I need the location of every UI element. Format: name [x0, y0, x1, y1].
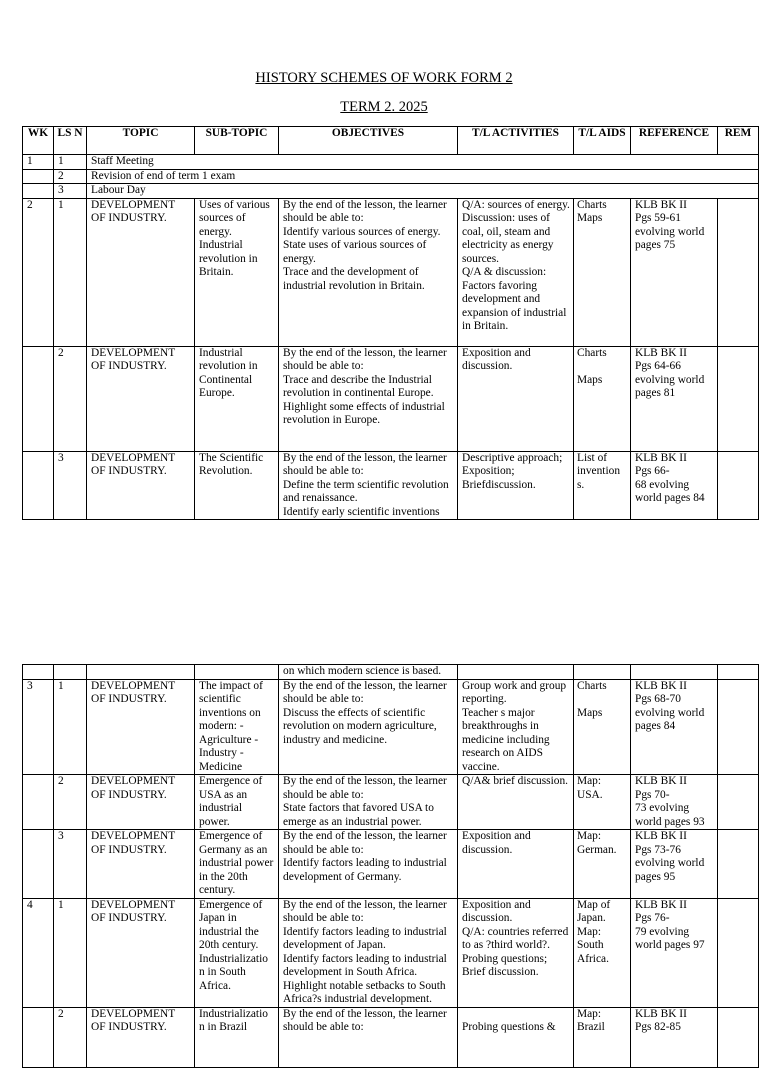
reference-cell-line: 73 evolving — [635, 802, 690, 814]
aids-cell-line: Charts — [577, 679, 607, 692]
table-row — [23, 775, 759, 830]
col-header-rem: REM — [718, 127, 759, 155]
activities-cell-line: Briefdiscussion. — [462, 478, 536, 491]
table-row — [23, 451, 759, 520]
subtopic-cell-line: The Scientific Revolution. — [199, 451, 264, 477]
activities-cell-line: Exposition and discussion. — [462, 898, 531, 924]
table-row — [23, 184, 759, 199]
lesson-cell: 3 — [54, 184, 87, 199]
reference-cell-line: Pgs 68-70 — [635, 693, 681, 705]
lesson-cell: 1 — [54, 679, 87, 775]
activities-cell-line: Brief discussion. — [462, 966, 539, 978]
activities-cell-line: Probing questions & — [462, 1021, 556, 1033]
remarks-cell — [718, 830, 759, 899]
remarks-cell — [718, 451, 759, 520]
empty-cell — [23, 665, 54, 680]
week-cell — [23, 830, 54, 899]
lesson-cell: 3 — [54, 830, 87, 899]
activities-cell-line: Q/A & discussion: Factors favoring development and expansion of industrial in Britain. — [462, 266, 567, 332]
reference-cell-line: pages 81 — [635, 387, 676, 399]
topic-cell-line: OF INDUSTRY. — [91, 1021, 167, 1033]
topic-cell-line: DEVELOPMENT — [91, 679, 176, 692]
reference-cell-line: pages 95 — [635, 870, 676, 883]
topic-cell-line: DEVELOPMENT — [91, 1007, 176, 1020]
event-cell: Revision of end of term 1 exam — [87, 169, 759, 184]
table-row — [23, 679, 759, 775]
header-row — [23, 127, 759, 155]
lesson-cell: 1 — [54, 155, 87, 170]
col-header-activities: T/L ACTIVITIES — [458, 127, 574, 155]
table-row — [23, 898, 759, 1007]
subtopic-cell-line: Industrializatio n in Brazil — [199, 1007, 268, 1033]
objectives-cell-line: Trace and describe the Industrial revolution in continental Europe. — [283, 373, 434, 399]
activities-cell-line: Exposition and discussion. — [462, 830, 531, 856]
reference-cell — [631, 679, 718, 775]
subtopic-cell-line: Agriculture - — [199, 733, 259, 746]
objectives-cell-line: Trace and the development of industrial revolution in Britain. — [283, 266, 425, 292]
topic-cell-line: DEVELOPMENT — [91, 451, 176, 464]
aids-cell-line: Brazil — [577, 1021, 605, 1033]
objectives-cell — [279, 775, 458, 830]
objectives-cell-line: By the end of the lesson, the learner should be able to: — [283, 679, 447, 705]
subtopic-cell — [195, 451, 279, 520]
topic-cell — [87, 451, 195, 520]
activities-cell-line — [462, 1008, 570, 1022]
activities-cell — [458, 451, 574, 520]
week-cell: 2 — [23, 198, 54, 346]
reference-cell-line: KLB BK II — [635, 830, 687, 842]
subtopic-cell-line: Emergence of Japan in industrial the 20th century. — [199, 898, 263, 951]
activities-cell — [458, 1007, 574, 1067]
aids-cell-line: Map: South Africa. — [577, 925, 609, 965]
col-header-aids: T/L AIDS — [574, 127, 631, 155]
reference-cell-line: KLB BK II — [635, 679, 687, 692]
topic-cell — [87, 198, 195, 346]
reference-cell-line: pages 75 — [635, 239, 676, 251]
reference-cell-line: Pgs 70- — [635, 788, 670, 801]
aids-cell — [574, 198, 631, 346]
aids-cell-line: Map: — [577, 775, 602, 787]
aids-cell-line: German. — [577, 843, 617, 856]
empty-cell — [195, 665, 279, 680]
subtopic-cell — [195, 775, 279, 830]
reference-cell — [631, 346, 718, 451]
table-row — [23, 1007, 759, 1067]
topic-cell — [87, 775, 195, 830]
aids-cell-line: Charts — [577, 198, 607, 211]
aids-cell-line: Map of Japan. — [577, 898, 611, 924]
objectives-cell-line: Highlight some effects of industrial revolution in Europe. — [283, 400, 445, 426]
subtopic-cell — [195, 898, 279, 1007]
event-cell: Labour Day — [87, 184, 759, 199]
subtopic-cell — [195, 346, 279, 451]
topic-cell-line: OF INDUSTRY. — [91, 788, 167, 801]
topic-cell-line: OF INDUSTRY. — [91, 912, 167, 924]
objectives-cell-line: Identify various sources of energy. — [283, 225, 441, 238]
activities-cell — [458, 198, 574, 346]
activities-cell — [458, 679, 574, 775]
lesson-cell: 2 — [54, 775, 87, 830]
col-header-reference: REFERENCE — [631, 127, 718, 155]
subtopic-cell-line: Medicine — [199, 760, 243, 773]
topic-cell-line: OF INDUSTRY. — [91, 212, 167, 224]
objectives-cell-line: State factors that favored USA to emerge as an industrial power. — [283, 802, 434, 828]
topic-cell-line: OF INDUSTRY. — [91, 360, 167, 372]
topic-cell-line: DEVELOPMENT — [91, 898, 176, 911]
week-cell: 4 — [23, 898, 54, 1007]
aids-cell-line: Maps — [577, 212, 603, 224]
objectives-cell-line: By the end of the lesson, the learner should be able to: — [283, 198, 447, 224]
aids-cell-line: Map: — [577, 1007, 602, 1020]
objectives-cell-line: Identify early scientific inventions — [283, 505, 440, 518]
activities-cell — [458, 775, 574, 830]
topic-cell — [87, 679, 195, 775]
objectives-cell-line: By the end of the lesson, the learner should be able to: — [283, 898, 447, 924]
activities-cell-line: Q/A: countries referred to as ?third world?. — [462, 925, 569, 951]
activities-cell-line: Probing questions; — [462, 952, 548, 965]
col-header-objectives: OBJECTIVES — [279, 127, 458, 155]
objectives-cell — [279, 830, 458, 899]
activities-cell-line: Q/A& brief discussion. — [462, 775, 568, 787]
col-header-wk: WK — [23, 127, 54, 155]
reference-cell-line: Pgs 66- — [635, 465, 670, 477]
topic-cell — [87, 898, 195, 1007]
reference-cell-line: Pgs 73-76 — [635, 843, 681, 856]
reference-cell-line: evolving world — [635, 225, 705, 238]
aids-cell — [574, 346, 631, 451]
reference-cell-line: world pages 93 — [635, 815, 705, 828]
objectives-cell-line: By the end of the lesson, the learner should be able to: — [283, 775, 447, 801]
objectives-cell-line: Highlight notable setbacks to South Africa?s industrial development. — [283, 979, 446, 1005]
event-cell: Staff Meeting — [87, 155, 759, 170]
aids-cell-line: Maps — [577, 373, 603, 386]
subtopic-cell-line: Industrial revolution in Continental Europe. — [199, 346, 258, 399]
empty-cell — [87, 665, 195, 680]
lesson-cell: 2 — [54, 346, 87, 451]
reference-cell-line: KLB BK II — [635, 451, 687, 464]
objectives-cell-line: Discuss the effects of scientific revolution on modern agriculture, industry and medicine. — [283, 706, 437, 746]
remarks-cell — [718, 679, 759, 775]
objectives-cell-line: Identify factors leading to industrial development in South Africa. — [283, 952, 447, 978]
subtopic-cell-line: Industrializatio n in South Africa. — [199, 952, 268, 992]
reference-cell-line: KLB BK II — [635, 775, 687, 787]
activities-cell — [458, 346, 574, 451]
scheme-table-page-2 — [22, 664, 759, 1068]
subtopic-cell-line: Industry - — [199, 747, 244, 759]
aids-cell — [574, 679, 631, 775]
aids-cell — [574, 898, 631, 1007]
col-header-lsn: LS N — [54, 127, 87, 155]
objectives-cell-line: Define the term scientific revolution and renaissance. — [283, 478, 449, 504]
aids-cell-line: Map: — [577, 830, 602, 842]
table-row — [23, 346, 759, 451]
table-row — [23, 169, 759, 184]
continuation-row — [23, 665, 759, 680]
objectives-cell — [279, 198, 458, 346]
activities-cell-line: Discussion: uses of coal, oil, steam and electricity as energy sources. — [462, 212, 554, 265]
remarks-cell — [718, 898, 759, 1007]
activities-cell-line: Teacher s major breakthroughs in medicine including research on AIDS vaccine. — [462, 706, 550, 773]
subtopic-cell-line: Emergence of Germany as an industrial power in the 20th century. — [199, 830, 274, 896]
aids-cell — [574, 830, 631, 899]
objectives-cell-line: State uses of various sources of energy. — [283, 239, 427, 265]
reference-cell-line: 79 evolving — [635, 925, 690, 938]
topic-cell-line: DEVELOPMENT — [91, 198, 176, 211]
empty-cell — [631, 665, 718, 680]
reference-cell-line: Pgs 59-61 — [635, 212, 681, 224]
subtopic-cell-line: Uses of various sources of energy. — [199, 198, 270, 238]
topic-cell — [87, 346, 195, 451]
aids-cell-line: Maps — [577, 706, 603, 719]
reference-cell-line: KLB BK II — [635, 198, 687, 211]
col-header-topic: TOPIC — [87, 127, 195, 155]
subtopic-cell — [195, 1007, 279, 1067]
remarks-cell — [718, 1007, 759, 1067]
aids-cell — [574, 775, 631, 830]
topic-cell-line: DEVELOPMENT — [91, 830, 176, 842]
reference-cell-line: evolving world — [635, 373, 705, 386]
document-title: HISTORY SCHEMES OF WORK FORM 2 — [255, 70, 513, 86]
objectives-cell — [279, 898, 458, 1007]
activities-cell — [458, 830, 574, 899]
remarks-cell — [718, 775, 759, 830]
objectives-cell — [279, 451, 458, 520]
activities-cell-line: Descriptive approach; — [462, 451, 563, 464]
aids-cell-line: Charts — [577, 346, 607, 359]
topic-cell — [87, 830, 195, 899]
reference-cell — [631, 775, 718, 830]
table-row — [23, 155, 759, 170]
week-cell — [23, 451, 54, 520]
reference-cell-line: pages 84 — [635, 720, 676, 732]
objectives-cell-line: By the end of the lesson, the learner should be able to: — [283, 1007, 447, 1033]
aids-cell-line: List of invention s. — [577, 451, 621, 491]
week-cell — [23, 775, 54, 830]
objectives-cell — [279, 346, 458, 451]
objectives-cell-line: Identify factors leading to industrial development of Japan. — [283, 925, 447, 951]
reference-cell-line: evolving world — [635, 706, 705, 719]
topic-cell-line: OF INDUSTRY. — [91, 843, 167, 856]
objectives-cell — [279, 679, 458, 775]
scheme-table-page-1 — [22, 126, 759, 520]
topic-cell-line: DEVELOPMENT — [91, 775, 176, 787]
remarks-cell — [718, 346, 759, 451]
activities-cell-line: Q/A: sources of energy. — [462, 198, 570, 211]
objectives-cell-line: By the end of the lesson, the learner should be able to: — [283, 451, 447, 477]
week-cell: 1 — [23, 155, 54, 170]
remarks-cell — [718, 198, 759, 346]
subtopic-cell — [195, 830, 279, 899]
table-row — [23, 830, 759, 899]
reference-cell-line: world pages 84 — [635, 492, 705, 504]
aids-cell-line: USA. — [577, 788, 603, 801]
week-cell — [23, 346, 54, 451]
lesson-cell: 3 — [54, 451, 87, 520]
empty-cell — [458, 665, 574, 680]
reference-cell-line: KLB BK II — [635, 1007, 687, 1020]
reference-cell-line: 68 evolving — [635, 478, 690, 491]
week-cell — [23, 184, 54, 199]
objectives-cell: on which modern science is based. — [279, 665, 458, 680]
topic-cell-line: DEVELOPMENT — [91, 346, 176, 359]
lesson-cell: 2 — [54, 169, 87, 184]
reference-cell — [631, 898, 718, 1007]
week-cell — [23, 1007, 54, 1067]
subtopic-cell-line: The impact of scientific inventions on modern: - — [199, 679, 263, 732]
empty-cell — [574, 665, 631, 680]
week-cell — [23, 169, 54, 184]
reference-cell-line: world pages 97 — [635, 939, 705, 951]
objectives-cell-line: Identify factors leading to industrial development of Germany. — [283, 857, 447, 883]
activities-cell-line: Exposition; — [462, 465, 515, 477]
lesson-cell: 2 — [54, 1007, 87, 1067]
col-header-subtopic: SUB-TOPIC — [195, 127, 279, 155]
reference-cell-line: KLB BK II — [635, 898, 687, 911]
reference-cell-line: Pgs 76- — [635, 912, 670, 924]
activities-cell-line: Exposition and discussion. — [462, 346, 531, 372]
objectives-cell — [279, 1007, 458, 1067]
reference-cell-line: Pgs 64-66 — [635, 360, 681, 372]
aids-cell-line — [577, 693, 628, 707]
reference-cell — [631, 198, 718, 346]
reference-cell — [631, 1007, 718, 1067]
activities-cell — [458, 898, 574, 1007]
reference-cell — [631, 451, 718, 520]
empty-cell — [718, 665, 759, 680]
lesson-cell: 1 — [54, 198, 87, 346]
topic-cell-line: OF INDUSTRY. — [91, 693, 167, 705]
reference-cell — [631, 830, 718, 899]
topic-cell — [87, 1007, 195, 1067]
aids-cell-line — [577, 360, 628, 374]
aids-cell — [574, 1007, 631, 1067]
reference-cell-line: evolving world — [635, 857, 705, 869]
activities-cell-line: Group work and group reporting. — [462, 679, 567, 705]
subtopic-cell — [195, 679, 279, 775]
empty-cell — [54, 665, 87, 680]
objectives-cell-line: By the end of the lesson, the learner should be able to: — [283, 830, 447, 856]
topic-cell-line: OF INDUSTRY. — [91, 465, 167, 477]
subtopic-cell-line: Emergence of USA as an industrial power. — [199, 775, 263, 828]
term-heading: TERM 2. 2025 — [340, 99, 428, 115]
reference-cell-line: KLB BK II — [635, 346, 687, 359]
reference-cell-line: Pgs 82-85 — [635, 1021, 681, 1033]
subtopic-cell — [195, 198, 279, 346]
subtopic-cell-line: Industrial revolution in Britain. — [199, 239, 258, 278]
lesson-cell: 1 — [54, 898, 87, 1007]
week-cell: 3 — [23, 679, 54, 775]
objectives-cell-line: By the end of the lesson, the learner should be able to: — [283, 346, 447, 372]
aids-cell — [574, 451, 631, 520]
table-row — [23, 198, 759, 346]
